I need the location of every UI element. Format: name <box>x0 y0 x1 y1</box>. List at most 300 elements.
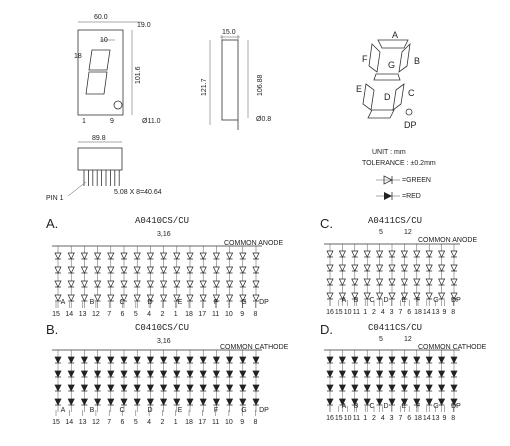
led-diode <box>108 385 114 391</box>
led-diode <box>134 399 140 405</box>
led-diode <box>240 399 246 405</box>
segment-label: F <box>415 403 421 410</box>
led-diode <box>253 399 259 405</box>
led-diode <box>55 253 61 259</box>
led-diode <box>364 357 370 363</box>
led-diode <box>227 385 233 391</box>
circuit-a-letter: A. <box>46 216 59 231</box>
led-diode <box>451 265 457 271</box>
segment-label: B <box>89 407 95 414</box>
led-diode <box>213 385 219 391</box>
led-diode <box>187 281 193 287</box>
pin-number: 2 <box>160 419 165 426</box>
led-diode <box>327 399 333 405</box>
led-diode <box>339 251 345 257</box>
segment-label: DP <box>259 407 269 414</box>
led-diode <box>364 265 370 271</box>
led-diode <box>389 251 395 257</box>
led-diode <box>364 279 370 285</box>
segment-label: F <box>415 297 421 304</box>
led-diode <box>108 357 114 363</box>
led-diode <box>200 357 206 363</box>
seg-label-a: A <box>392 30 399 40</box>
led-diode <box>377 399 383 405</box>
led-diode <box>439 293 445 299</box>
led-diode <box>55 281 61 287</box>
segment-label: E <box>401 297 407 304</box>
led-diode <box>426 265 432 271</box>
led-diode <box>121 267 127 273</box>
led-diode <box>451 251 457 257</box>
circuit-c-common-a: 5 <box>379 229 383 236</box>
pin-number: 13 <box>431 415 440 422</box>
led-diode <box>364 371 370 377</box>
pin-number: 9 <box>240 419 245 426</box>
led-diode <box>227 371 233 377</box>
led-diode <box>426 371 432 377</box>
dim-front-top: 60.0 <box>94 14 108 21</box>
segment-label: F <box>213 407 219 414</box>
pin-number: 4 <box>380 309 385 316</box>
led-diode <box>81 385 87 391</box>
pin-number: 1 <box>173 311 178 318</box>
pin-number: 15 <box>52 311 60 318</box>
led-diode <box>414 265 420 271</box>
segment-label: DP <box>451 297 461 304</box>
led-diode <box>187 357 193 363</box>
led-diode <box>377 279 383 285</box>
led-diode <box>364 385 370 391</box>
led-diode <box>187 253 193 259</box>
pin-number: 13 <box>78 311 87 318</box>
pin-number: 10 <box>343 415 352 422</box>
circuit-d-common-a: 5 <box>379 336 383 343</box>
led-diode <box>147 281 153 287</box>
led-diode <box>55 399 61 405</box>
pin-number: 6 <box>120 311 125 318</box>
circuit-a-common: COMMON ANODE <box>224 240 284 247</box>
led-diode <box>451 279 457 285</box>
led-diode <box>339 371 345 377</box>
pin-number: 10 <box>225 311 233 318</box>
led-diode <box>213 281 219 287</box>
circuit-c-letter: C. <box>320 216 333 231</box>
led-diode <box>95 253 101 259</box>
led-diode <box>121 371 127 377</box>
circuit-d-common-b: 12 <box>404 336 412 343</box>
circuit-c-part: A0411CS/CU <box>368 216 423 226</box>
pin-number: 9 <box>442 309 447 316</box>
led-diode <box>377 265 383 271</box>
pin-number: 11 <box>352 415 361 422</box>
seg-label-f: F <box>362 54 368 64</box>
led-diode <box>134 295 140 301</box>
led-diode <box>95 371 101 377</box>
pin-number: 6 <box>120 419 125 426</box>
pin-number: 10 <box>343 309 352 316</box>
led-diode <box>174 357 180 363</box>
led-diode <box>439 357 445 363</box>
segment-label: D <box>383 297 389 304</box>
led-diode <box>200 371 206 377</box>
led-diode <box>451 385 457 391</box>
led-diode <box>401 265 407 271</box>
front-view <box>74 14 161 125</box>
pin-number: 13 <box>78 419 87 426</box>
led-diode <box>389 293 395 299</box>
led-diode <box>253 267 259 273</box>
led-diode <box>134 371 140 377</box>
led-diode <box>389 279 395 285</box>
dim-seg-right: 9 <box>110 118 114 125</box>
led-diode <box>187 267 193 273</box>
led-diode <box>426 293 432 299</box>
led-diode <box>377 371 383 377</box>
dim-seg-left: 1 <box>82 118 86 125</box>
led-diode <box>134 253 140 259</box>
led-diode <box>389 385 395 391</box>
pin-number: 5 <box>133 419 138 426</box>
led-diode <box>401 385 407 391</box>
pin-number: 2 <box>160 311 165 318</box>
pin-number: 12 <box>92 311 100 318</box>
pin-number: 7 <box>107 311 112 318</box>
led-diode <box>108 253 114 259</box>
led-diode <box>81 253 87 259</box>
led-diode <box>389 371 395 377</box>
led-diode <box>108 281 114 287</box>
led-diode <box>439 399 445 405</box>
side-view <box>201 29 271 130</box>
segment-label: G <box>433 403 439 410</box>
led-diode <box>161 385 167 391</box>
led-diode <box>227 295 233 301</box>
pin-number: 18 <box>414 415 422 422</box>
pin-number: 1 <box>363 415 368 422</box>
led-diode <box>147 371 153 377</box>
led-diode <box>95 357 101 363</box>
pin-number: 10 <box>225 419 233 426</box>
legend-green: =GREEN <box>402 177 431 184</box>
led-diode <box>414 385 420 391</box>
segment-label: D <box>383 403 389 410</box>
led-diode <box>174 385 180 391</box>
led-diode <box>200 281 206 287</box>
led-diode <box>327 251 333 257</box>
pin-number: 4 <box>147 419 152 426</box>
led-diode <box>364 251 370 257</box>
led-diode <box>161 371 167 377</box>
led-diode <box>339 385 345 391</box>
circuit-c <box>320 216 477 316</box>
led-diode <box>187 399 193 405</box>
dim-front-right: 19.0 <box>137 22 151 29</box>
led-diode <box>389 399 395 405</box>
led-diode <box>426 357 432 363</box>
led-diode <box>213 399 219 405</box>
led-diode <box>414 371 420 377</box>
led-diode <box>414 279 420 285</box>
segment-label: E <box>177 299 183 306</box>
led-diode <box>352 357 358 363</box>
circuit-a <box>46 216 283 318</box>
dim-angle-10: 10 <box>100 37 108 44</box>
circuit-c-common-b: 12 <box>404 229 412 236</box>
led-diode <box>213 357 219 363</box>
led-diode <box>108 399 114 405</box>
led-diode <box>439 251 445 257</box>
led-diode <box>227 399 233 405</box>
segment-label: B <box>353 403 359 410</box>
led-diode <box>426 385 432 391</box>
led-diode <box>439 371 445 377</box>
segment-label: A <box>341 297 347 304</box>
led-diode <box>200 267 206 273</box>
led-diode <box>327 293 333 299</box>
led-diode <box>253 281 259 287</box>
led-diode <box>174 267 180 273</box>
led-diode <box>200 295 206 301</box>
pin-number: 11 <box>211 419 220 426</box>
led-diode <box>327 371 333 377</box>
pin-number: 11 <box>211 311 220 318</box>
led-diode <box>253 357 259 363</box>
unit-text: UNIT : mm <box>372 149 406 156</box>
pin-number: 11 <box>352 309 361 316</box>
led-diode <box>352 251 358 257</box>
led-diode <box>108 371 114 377</box>
led-diode <box>95 385 101 391</box>
pin-number: 14 <box>65 311 74 318</box>
segment-label: DP <box>259 299 269 306</box>
led-diode <box>134 267 140 273</box>
circuit-d-common: COMMON CATHODE <box>418 344 487 351</box>
pin-number: 16 <box>326 415 334 422</box>
circuit-d <box>320 322 487 422</box>
led-diode <box>401 371 407 377</box>
segment-label: C <box>119 299 125 306</box>
pin-number: 1 <box>363 309 368 316</box>
led-diode <box>161 399 167 405</box>
led-diode <box>439 385 445 391</box>
circuit-d-part: C0411CS/CU <box>368 323 423 333</box>
led-diode <box>95 295 101 301</box>
led-diode <box>81 267 87 273</box>
pin-number: 13 <box>431 309 440 316</box>
pin-number: 9 <box>442 415 447 422</box>
pin-number: 18 <box>185 311 193 318</box>
led-diode <box>339 279 345 285</box>
segment-label: G <box>241 299 247 306</box>
led-diode <box>147 253 153 259</box>
led-diode <box>81 399 87 405</box>
dim-diameter: Ø11.0 <box>142 118 161 125</box>
pin-number: 7 <box>107 419 112 426</box>
pin-number: 14 <box>422 309 431 316</box>
pin-number: 17 <box>198 311 207 318</box>
led-diode <box>147 385 153 391</box>
led-diode <box>389 265 395 271</box>
pin-number: 15 <box>52 419 60 426</box>
pin-number: 12 <box>92 419 100 426</box>
led-diode <box>213 371 219 377</box>
pin-number: 2 <box>372 415 376 422</box>
led-diode <box>414 251 420 257</box>
led-diode <box>134 357 140 363</box>
led-diode <box>426 399 432 405</box>
seg-label-d: D <box>384 92 391 102</box>
led-diode <box>200 253 206 259</box>
segment-label: C <box>369 403 375 410</box>
pin-number: 7 <box>398 309 403 316</box>
pin-number: 7 <box>398 415 403 422</box>
seg-label-g: G <box>388 60 396 70</box>
pin-number: 2 <box>372 309 376 316</box>
pin-number: 8 <box>451 415 456 422</box>
led-diode <box>68 253 74 259</box>
bottom-view <box>46 135 162 202</box>
led-diode <box>451 357 457 363</box>
tolerance-text: TOLERANCE : ±0.2mm <box>362 160 436 167</box>
segment-label: B <box>353 297 359 304</box>
segment-label: E <box>177 407 183 414</box>
led-diode <box>377 251 383 257</box>
segment-label: A <box>60 299 66 306</box>
led-diode <box>327 279 333 285</box>
pin-number: 4 <box>147 311 152 318</box>
segment-label: C <box>119 407 125 414</box>
seg-label-c: C <box>408 88 415 98</box>
led-diode <box>377 385 383 391</box>
circuit-b-common-pins: 3,16 <box>157 338 171 345</box>
dim-height: 101.6 <box>135 66 142 84</box>
led-diode <box>55 267 61 273</box>
circuit-c-common: COMMON ANODE <box>418 237 478 244</box>
dim-pin-dia: Ø0.8 <box>256 116 272 123</box>
pin-number: 5 <box>133 311 138 318</box>
segment-diagram <box>356 30 420 130</box>
led-diode <box>327 357 333 363</box>
led-diode <box>81 281 87 287</box>
circuit-a-part: A0410CS/CU <box>135 216 190 226</box>
led-diode <box>352 371 358 377</box>
led-diode <box>68 267 74 273</box>
led-diode <box>68 295 74 301</box>
led-diode <box>95 267 101 273</box>
pin-number: 14 <box>422 415 431 422</box>
dim-side-total: 121.7 <box>201 78 208 96</box>
led-diode <box>161 267 167 273</box>
pin-number: 8 <box>253 311 258 318</box>
led-diode <box>55 371 61 377</box>
led-diode <box>401 357 407 363</box>
led-diode <box>200 385 206 391</box>
led-diode <box>253 371 259 377</box>
led-diode <box>426 279 432 285</box>
pin-number: 14 <box>65 419 74 426</box>
segment-label: B <box>89 299 95 306</box>
pin-number: 9 <box>240 311 245 318</box>
led-diode <box>174 281 180 287</box>
led-diode <box>147 399 153 405</box>
pitch-label: 5.08 X 8=40.64 <box>114 189 162 196</box>
led-diode <box>401 251 407 257</box>
led-diode <box>439 265 445 271</box>
dim-side-body: 106.88 <box>257 74 264 96</box>
led-diode <box>95 399 101 405</box>
led-diode <box>451 371 457 377</box>
led-diode <box>339 357 345 363</box>
led-diode <box>253 385 259 391</box>
led-diode <box>81 295 87 301</box>
legend-red: =RED <box>402 193 421 200</box>
led-diode <box>401 279 407 285</box>
pin1-label: PIN 1 <box>46 195 64 202</box>
segment-label: F <box>213 299 219 306</box>
segment-label: D <box>147 407 153 414</box>
led-diode <box>147 357 153 363</box>
circuit-d-letter: D. <box>320 322 333 337</box>
led-diode <box>121 399 127 405</box>
led-diode <box>389 357 395 363</box>
led-diode <box>108 295 114 301</box>
segment-label: C <box>369 297 375 304</box>
led-diode <box>187 385 193 391</box>
led-diode <box>227 357 233 363</box>
led-diode <box>68 371 74 377</box>
led-diode <box>200 399 206 405</box>
led-diode <box>352 385 358 391</box>
led-diode <box>161 253 167 259</box>
led-diode <box>240 267 246 273</box>
seg-label-b: B <box>414 56 421 66</box>
led-diode <box>55 385 61 391</box>
circuit-b-part: C0410CS/CU <box>135 323 190 333</box>
led-diode <box>377 357 383 363</box>
pin-number: 15 <box>334 309 343 316</box>
led-diode <box>227 281 233 287</box>
dim-bottom-width: 89.8 <box>92 135 106 142</box>
circuit-b-letter: B. <box>46 322 59 337</box>
led-diode <box>213 253 219 259</box>
led-diode <box>81 371 87 377</box>
led-diode <box>227 267 233 273</box>
pin-number: 3 <box>389 415 394 422</box>
led-diode <box>81 357 87 363</box>
led-diode <box>121 253 127 259</box>
led-diode <box>121 385 127 391</box>
dim-angle-18: 18 <box>74 53 82 60</box>
led-diode <box>253 253 259 259</box>
led-diode <box>108 267 114 273</box>
pin-number: 18 <box>414 309 422 316</box>
led-diode <box>161 357 167 363</box>
pin-number: 17 <box>198 419 207 426</box>
notes-and-legend <box>362 149 436 200</box>
led-diode <box>240 371 246 377</box>
led-diode <box>174 253 180 259</box>
led-diode <box>95 281 101 287</box>
segment-label: DP <box>451 403 461 410</box>
pin-number: 16 <box>326 309 334 316</box>
dim-side-top: 15.0 <box>222 29 236 36</box>
led-diode <box>352 265 358 271</box>
led-diode <box>426 251 432 257</box>
pin-number: 6 <box>407 415 412 422</box>
led-diode <box>68 357 74 363</box>
led-diode <box>439 279 445 285</box>
segment-label: E <box>401 403 407 410</box>
